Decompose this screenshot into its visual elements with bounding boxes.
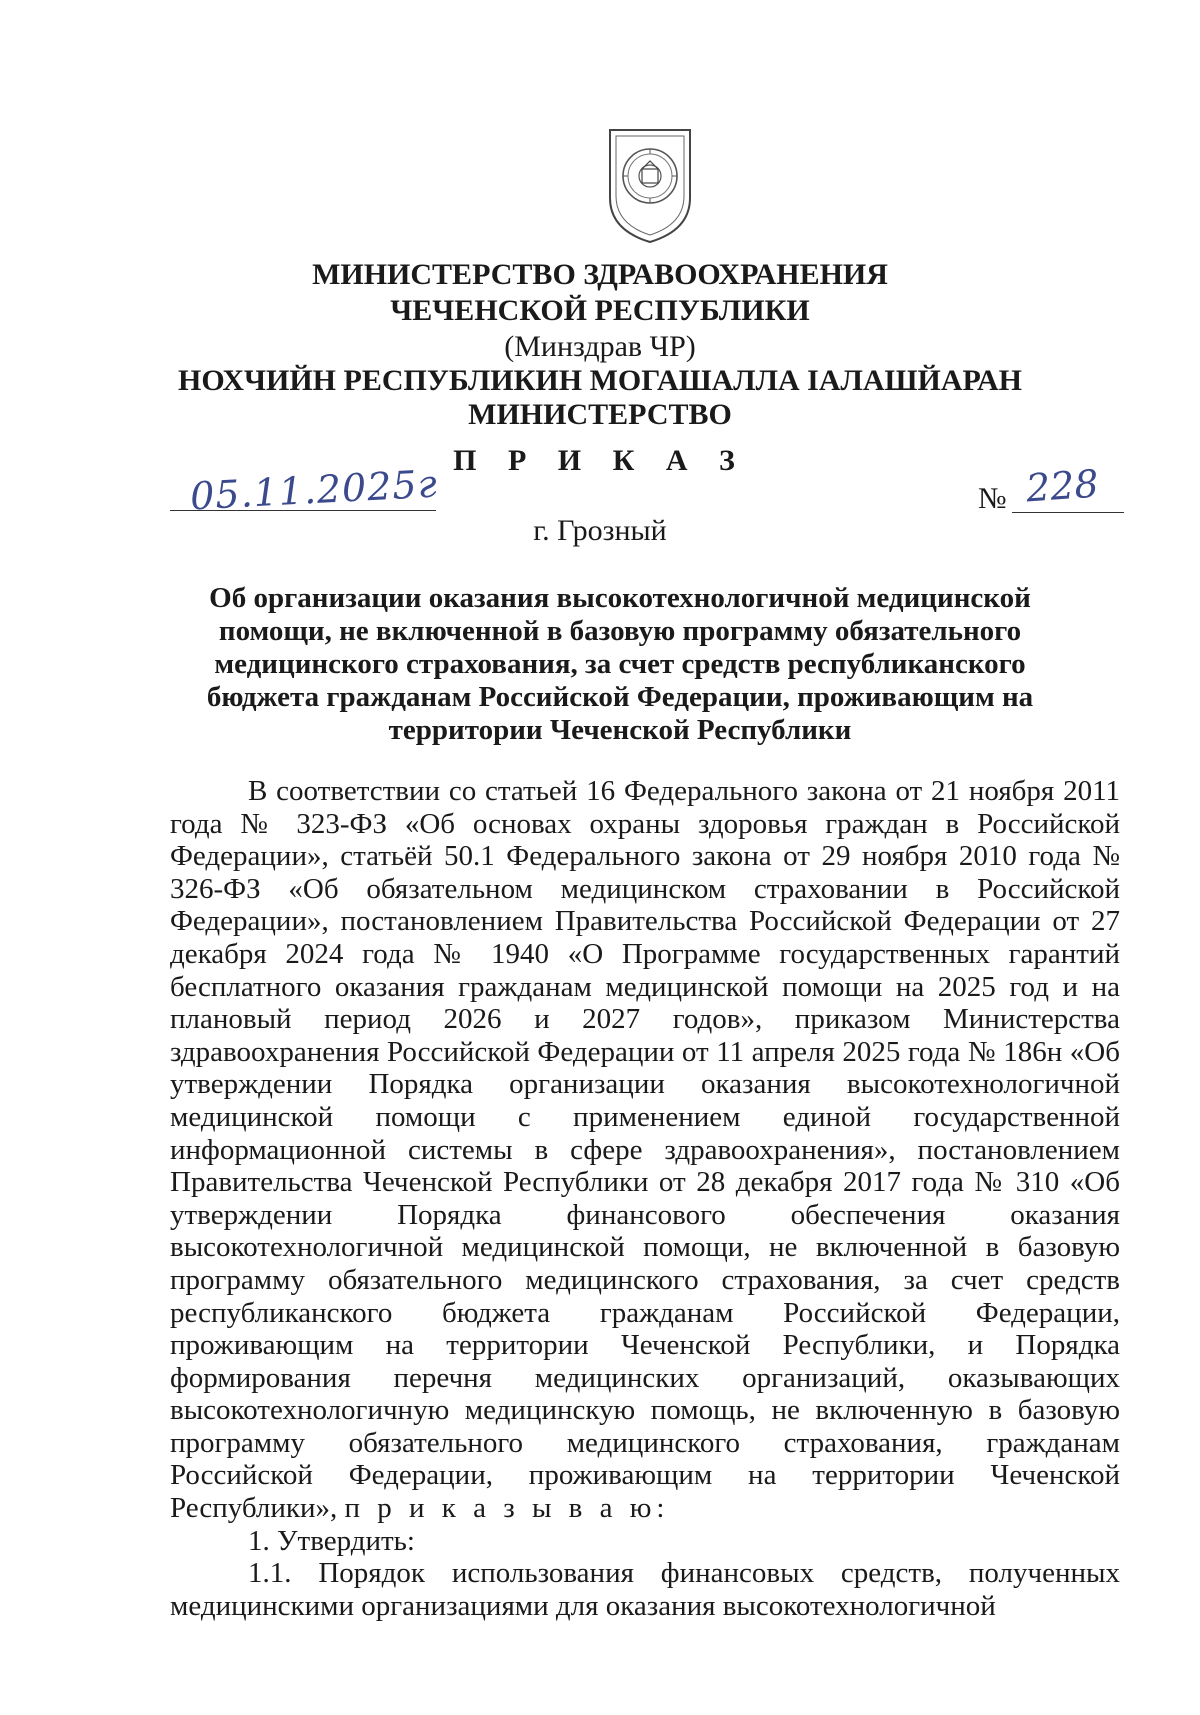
chechen-name-line2: МИНИСТЕРСТВО <box>468 398 732 431</box>
order-number-handwritten: 228 <box>1024 461 1100 511</box>
order-title: П Р И К А З <box>453 444 747 477</box>
order-number-field <box>1012 461 1124 513</box>
ministry-name-line2: ЧЕЧЕНСКОЙ РЕСПУБЛИКИ <box>390 294 810 327</box>
order-body <box>170 775 1120 1622</box>
number-sign: № <box>978 482 1007 515</box>
ministry-name-line1: МИНИСТЕРСТВО ЗДРАВООХРАНЕНИЯ <box>312 258 888 291</box>
coat-of-arms-emblem <box>604 126 696 246</box>
order-city: г. Грозный <box>533 514 667 547</box>
orders-word: п р и к а з ы в а ю: <box>344 1492 670 1525</box>
chechen-name-line1: НОХЧИЙН РЕСПУБЛИКИН МОГАШАЛЛА ІАЛАШЙАРАН <box>178 364 1022 397</box>
item-1: 1. Утвердить: <box>248 1524 415 1557</box>
order-date-field <box>170 461 439 519</box>
item-1-1: 1.1. Порядок использования финансовых средств, полученных медицинскими организациями для оказания высокотехнологичной <box>170 1557 1120 1622</box>
order-date-handwritten: 05.11.2025г <box>189 461 439 519</box>
ministry-short-name: (Минздрав ЧР) <box>504 330 696 363</box>
order-subject: Об организации оказания высокотехнологичной медицинской помощи, не включенной в базовую программу обязательного медицинского страхования, за счет средств республиканского бюджета гражданам Российской Федерации, проживающим на территории Чеченской Республики <box>206 582 1034 746</box>
preamble-paragraph: В соответствии со статьей 16 Федерального закона от 21 ноября 2011 года № 323-ФЗ «Об основах охраны здоровья граждан в Российской Федерации», статьёй 50.1 Федерального закона от 29 ноября 2010 года № 326-ФЗ «Об обязательном медицинском страховании в Российской Федерации», постановлением Правительства Российской Федерации от 27 декабря 2024 года № 1940 «О Программе государственных гарантий бесплатного оказания гражданам медицинской помощи на 2025 год и на плановый период 2026 и 2027 годов», приказом Министерства здравоохранения Российской Федерации от 11 апреля 2025 года № 186н «Об утверждении Порядка организации оказания высокотехнологичной медицинской помощи с применением единой государственной информационной системы в сфере здравоохранения», постановлением Правительства Чеченской Республики от 28 декабря 2017 года № 310 «Об утверждении Порядка финансового обеспечения оказания высокотехнологичной медицинской помощи, не включенной в базовую программу обязательного медицинского страхования, за счет средств республиканского бюджета гражданам Российской Федерации, проживающим на территории Чеченской Республики, и Порядка формирования перечня медицинских организаций, оказывающих высокотехнологичную медицинскую помощь, не включенную в базовую программу обязательного медицинского страхования, гражданам Российской Федерации, проживающим на территории Чеченской Республики», п р и к а з ы в а ю: <box>170 775 1120 1525</box>
